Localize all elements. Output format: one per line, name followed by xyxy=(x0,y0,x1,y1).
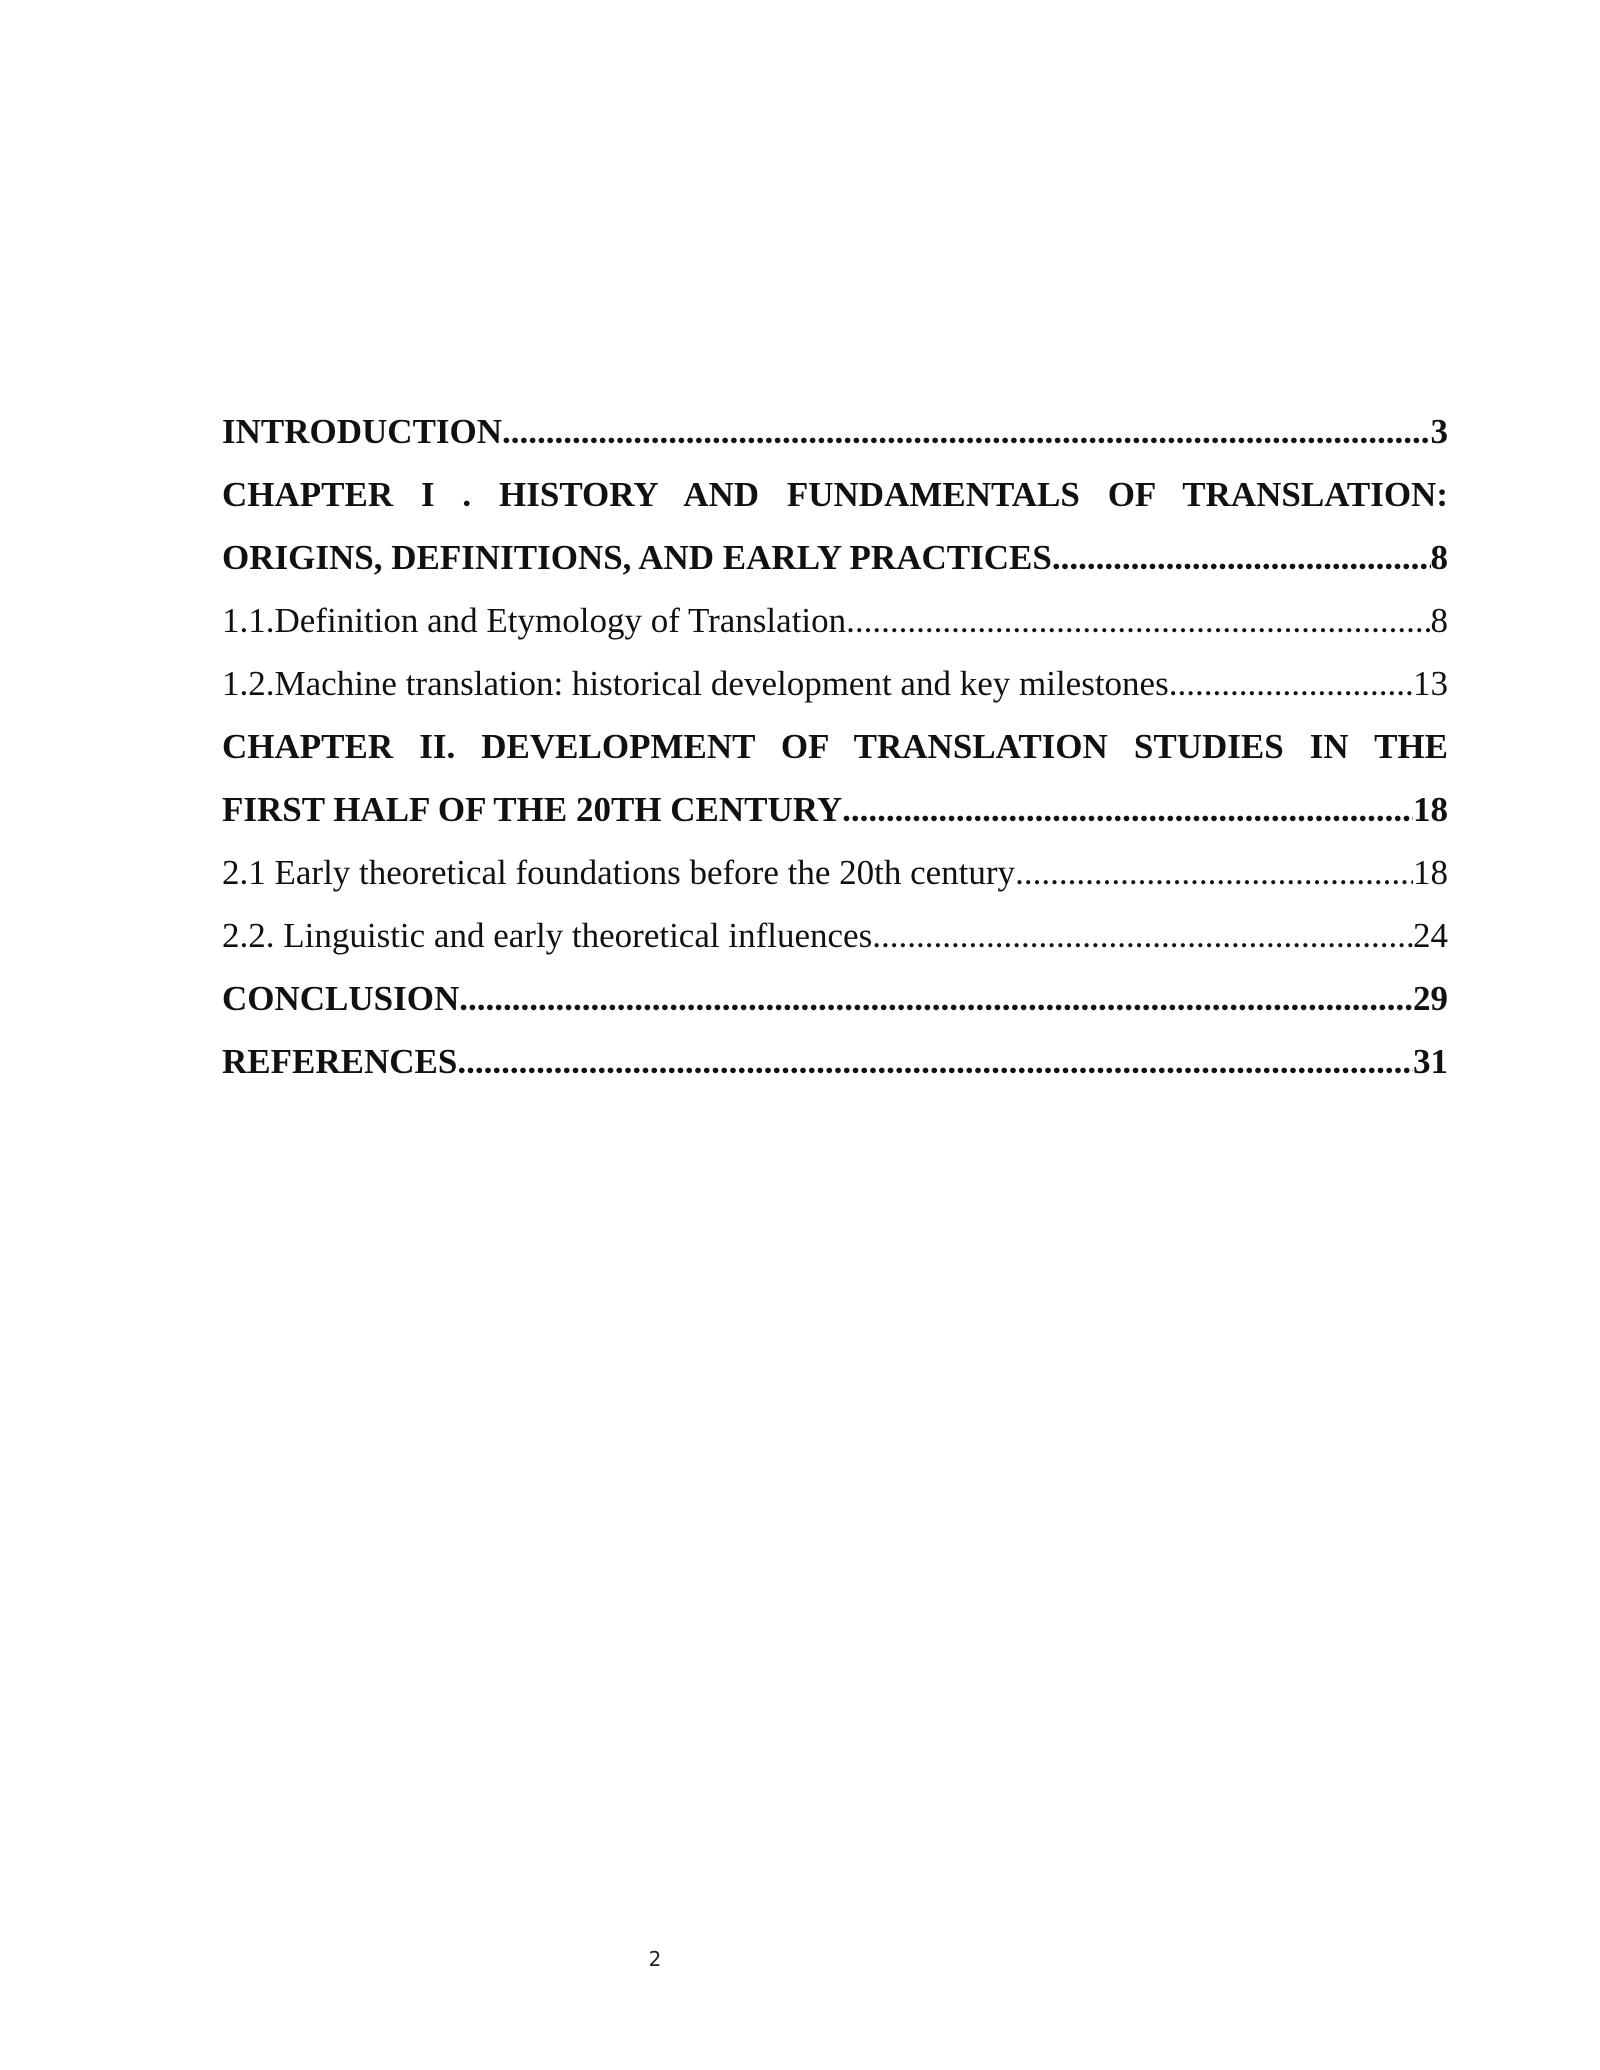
toc-entry-references[interactable] xyxy=(222,1030,1448,1093)
toc-entry-2-2[interactable] xyxy=(222,904,1448,967)
toc-leader-dots xyxy=(1169,652,1413,715)
toc-page-number: 18 xyxy=(1413,853,1448,892)
toc-leader-dots xyxy=(502,400,1430,463)
toc-page-number: 8 xyxy=(1430,538,1448,577)
toc-leader-dots xyxy=(459,967,1413,1030)
toc-title: INTRODUCTION xyxy=(222,412,503,451)
toc-page-number: 29 xyxy=(1413,979,1448,1018)
toc-page-number: 24 xyxy=(1413,916,1448,955)
toc-entry-chapter-2[interactable] xyxy=(222,715,1448,841)
toc-leader-dots xyxy=(1015,841,1413,904)
toc-entry-conclusion[interactable] xyxy=(222,967,1448,1030)
toc-leader-dots xyxy=(846,589,1430,652)
toc-title-line1: CHAPTER I . HISTORY AND FUNDAMENTALS OF TRANSLATION: xyxy=(222,475,1448,514)
toc-title: FIRST HALF OF THE 20TH CENTURY xyxy=(222,790,843,829)
toc-entry-1-2[interactable] xyxy=(222,652,1448,715)
toc-page-number: 8 xyxy=(1430,601,1448,640)
toc-page-number: 13 xyxy=(1413,664,1448,703)
toc-title: ORIGINS, DEFINITIONS, AND EARLY PRACTICES xyxy=(222,538,1052,577)
toc-page-number: 31 xyxy=(1413,1042,1448,1081)
toc-title: 1.2.Machine translation: historical development and key milestones xyxy=(222,664,1169,703)
toc-leader-dots xyxy=(842,778,1413,841)
toc-entry-introduction[interactable] xyxy=(222,400,1448,463)
page-number: 2 xyxy=(648,1947,662,1971)
toc-leader-dots xyxy=(1052,526,1431,589)
toc-title: 2.1 Early theoretical foundations before the 20th century xyxy=(222,853,1016,892)
toc-title-line1: CHAPTER II. DEVELOPMENT OF TRANSLATION STUDIES IN THE xyxy=(222,727,1448,766)
toc-page-number: 18 xyxy=(1413,790,1448,829)
toc-title: 2.2. Linguistic and early theoretical influences xyxy=(222,916,873,955)
toc-entry-chapter-1[interactable] xyxy=(222,463,1448,589)
toc-title: CONCLUSION xyxy=(222,979,460,1018)
toc-leader-dots xyxy=(457,1030,1413,1093)
toc-entry-1-1[interactable] xyxy=(222,589,1448,652)
toc-leader-dots xyxy=(872,904,1413,967)
toc-page-number: 3 xyxy=(1430,412,1448,451)
table-of-contents xyxy=(222,400,1448,1093)
toc-title: 1.1.Definition and Etymology of Translation xyxy=(222,601,847,640)
toc-title: REFERENCES xyxy=(222,1042,458,1081)
toc-entry-2-1[interactable] xyxy=(222,841,1448,904)
